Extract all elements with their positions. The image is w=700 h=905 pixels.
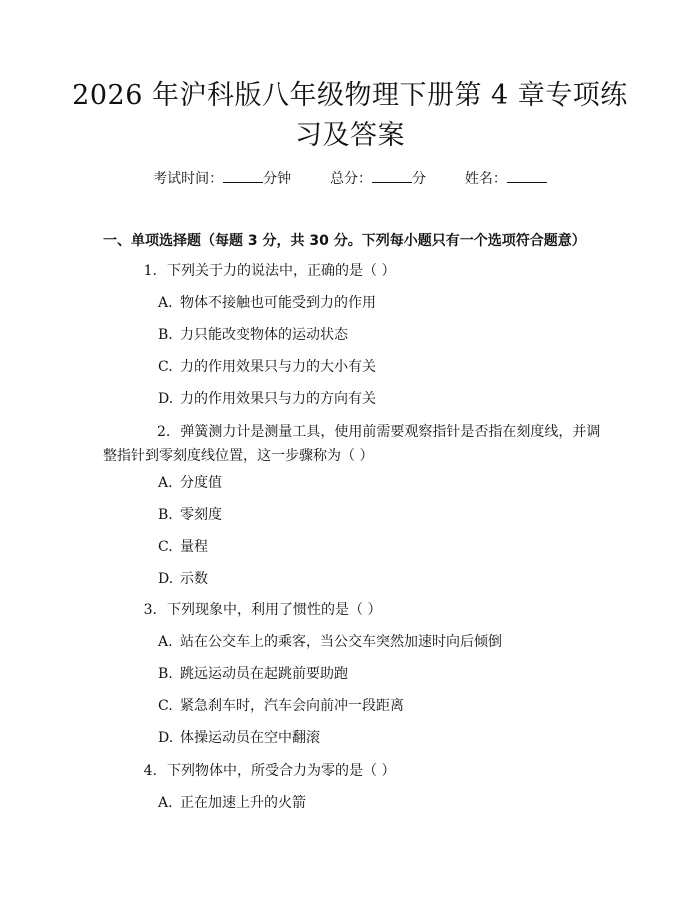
question-number: 3. [143, 602, 157, 618]
option-1c: C. 力的作用效果只与力的大小有关 [158, 359, 376, 375]
question-stem: 下列现象中，利用了惯性的是（ ） [167, 602, 382, 618]
option-2a: A. 分度值 [158, 475, 222, 491]
question-2 [103, 420, 603, 468]
question-number: 2. [157, 424, 171, 440]
score-blank [372, 170, 412, 183]
option-1d: D. 力的作用效果只与力的方向有关 [158, 391, 376, 407]
option-3d: D. 体操运动员在空中翻滚 [158, 730, 320, 746]
option-2b: B. 零刻度 [158, 507, 222, 523]
question-stem: 弹簧测力计是测量工具，使用前需要观察指针是否指在刻度线，并调整指针到零刻度线位置，这一步骤称为（ ） [103, 424, 601, 464]
option-3a: A. 站在公交车上的乘客，当公交车突然加速时向后倾倒 [158, 634, 502, 650]
question-number: 4. [143, 763, 157, 779]
option-1a: A. 物体不接触也可能受到力的作用 [158, 295, 376, 311]
question-stem: 下列关于力的说法中，正确的是（ ） [167, 263, 396, 279]
option-3b: B. 跳远运动员在起跳前要助跑 [158, 666, 348, 682]
question-number: 1. [143, 263, 157, 279]
question-1 [103, 259, 603, 283]
option-2c: C. 量程 [158, 539, 208, 555]
name-label: 姓名： [464, 171, 507, 187]
question-4 [103, 759, 603, 783]
document-title [60, 76, 640, 156]
question-3 [103, 598, 603, 622]
time-unit: 分钟 [263, 171, 292, 187]
option-3c: C. 紧急刹车时，汽车会向前冲一段距离 [158, 698, 404, 714]
score-unit: 分 [412, 171, 426, 187]
question-stem: 下列物体中，所受合力为零的是（ ） [167, 763, 396, 779]
title-line-1: 2026 年沪科版八年级物理下册第 4 章专项练 [72, 80, 628, 111]
score-label: 总分： [330, 171, 372, 187]
exam-meta [0, 168, 700, 188]
time-blank [223, 170, 263, 183]
title-line-2: 习及答案 [295, 120, 405, 151]
section-heading: 一、单项选择题（每题 3 分，共 30 分。下列每小题只有一个选项符合题意） [103, 233, 586, 249]
option-1b: B. 力只能改变物体的运动状态 [158, 327, 348, 343]
option-4a: A. 正在加速上升的火箭 [158, 795, 306, 811]
name-blank [507, 170, 547, 183]
time-label: 考试时间： [153, 171, 224, 187]
option-2d: D. 示数 [158, 571, 208, 587]
